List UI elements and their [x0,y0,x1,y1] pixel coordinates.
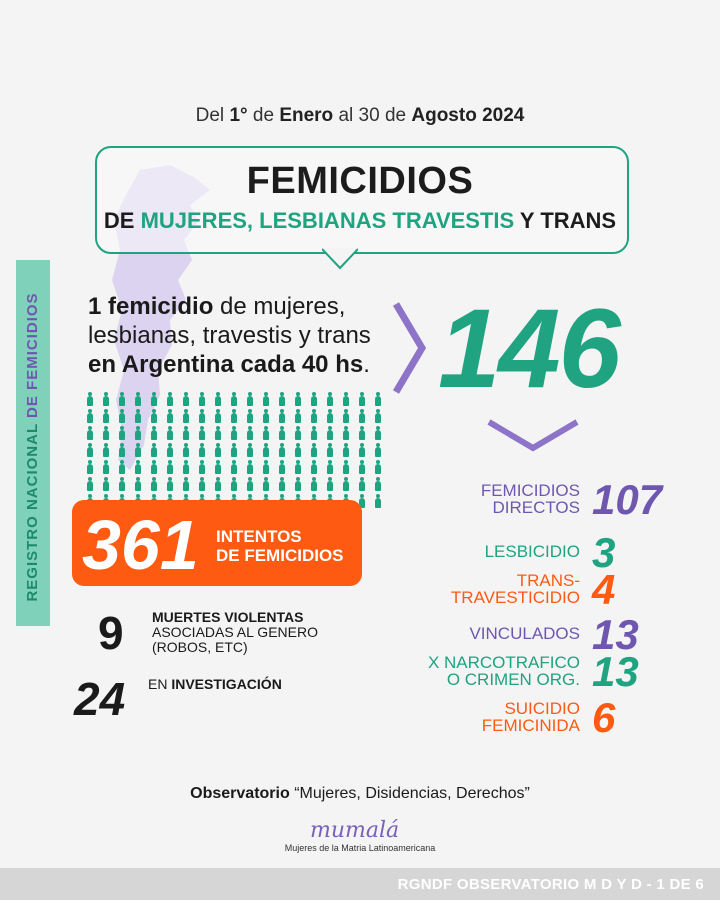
person-icon [278,443,286,457]
person-icon [198,426,206,440]
person-icon [342,409,350,423]
person-icon [150,443,158,457]
person-icon [102,460,110,474]
person-icon [150,409,158,423]
callout-pointer-icon [322,248,358,270]
person-icon [134,443,142,457]
date-text: Agosto 2024 [411,105,525,126]
person-icon [326,477,334,491]
person-icon [118,477,126,491]
person-icon [374,409,382,423]
person-icon [118,443,126,457]
person-icon [230,477,238,491]
person-icon [358,392,366,406]
breakdown-value: 6 [592,694,616,741]
muertes-number: 9 [98,607,124,659]
investigacion-label [148,676,282,692]
person-icon [198,392,206,406]
person-icon [166,477,174,491]
person-icon [246,443,254,457]
breakdown-label-line: SUICIDIO [504,699,580,718]
person-icon [230,460,238,474]
person-icon [230,409,238,423]
muertes-label-line: MUERTES VIOLENTAS [152,609,304,625]
person-icon [86,426,94,440]
person-icon [198,477,206,491]
person-icon [150,426,158,440]
person-icon [166,426,174,440]
observatorio-credit [0,785,720,803]
person-icon [374,443,382,457]
person-icon [358,477,366,491]
person-icon [310,477,318,491]
person-icon [310,443,318,457]
breakdown-label [482,700,580,734]
person-icon [102,409,110,423]
person-icon [358,426,366,440]
person-icon [326,460,334,474]
person-icon [182,409,190,423]
date-text: al [333,105,359,126]
person-icon [150,460,158,474]
muertes-label-line: ASOCIADAS AL GENERO [152,624,318,640]
person-icon [86,392,94,406]
investigacion-prefix: EN [148,676,172,692]
person-icon [102,426,110,440]
person-icon [262,409,270,423]
person-icon [374,426,382,440]
breakdown-label-line: TRAVESTICIDIO [450,588,580,607]
breakdown-label [428,654,580,688]
person-icon [166,443,174,457]
intentos-number: 361 [82,506,199,584]
person-icon [198,409,206,423]
person-icon [278,477,286,491]
person-icon [342,460,350,474]
breakdown-label-line: DIRECTOS [492,498,580,517]
breakdown-value: 107 [592,476,663,523]
subtitle-prefix: DE [103,208,141,233]
person-icon [310,426,318,440]
person-icon [198,443,206,457]
breakdown-value: 13 [592,648,639,695]
person-icon [246,426,254,440]
person-icon [150,477,158,491]
date-text: de [247,105,280,126]
breakdown-value: 4 [592,566,616,613]
intro-text-part: . [363,351,370,378]
person-icon [182,392,190,406]
person-icon [358,443,366,457]
person-icon [134,409,142,423]
date-text: Enero [279,105,334,126]
person-icon [102,477,110,491]
person-icon [118,426,126,440]
person-icon [342,392,350,406]
intentos-label-line: DE FEMICIDIOS [216,546,344,565]
person-icon [262,460,270,474]
footer-text: RGNDF OBSERVATORIO M D Y D - 1 DE 6 [397,876,704,893]
date-text: 1° [229,105,248,126]
person-icon [326,392,334,406]
breakdown-value: 13 [592,611,639,658]
person-icon [150,392,158,406]
breakdown-label-line: O CRIMEN ORG. [446,670,580,689]
person-icon [342,426,350,440]
date-text: Del [195,105,230,126]
person-icon [214,409,222,423]
person-icon [214,426,222,440]
person-icon [374,460,382,474]
person-icon [86,443,94,457]
page-title: FEMICIDIOS [246,160,474,202]
person-icon [294,426,302,440]
person-icon [374,392,382,406]
logo-subtitle: Mujeres de la Matria Latinoamericana [284,843,436,853]
investigacion-text: INVESTIGACIÓN [171,676,282,692]
breakdown-value: 3 [592,529,616,576]
person-icon [358,409,366,423]
person-icon [214,443,222,457]
page-subtitle [95,208,625,234]
intro-text [88,292,408,379]
breakdown-label-line: FEMICINIDA [481,716,580,735]
person-icon [134,460,142,474]
person-icon [294,460,302,474]
breakdown-label-line: TRANS- [516,571,580,590]
person-icon [134,426,142,440]
person-icon [342,477,350,491]
date-range [0,105,720,127]
person-icon [166,392,174,406]
chevron-right-icon [392,300,428,396]
person-icon [358,460,366,474]
person-icon [86,477,94,491]
person-icon [214,460,222,474]
person-icon [278,409,286,423]
person-icon [246,460,254,474]
person-icon [262,443,270,457]
person-icon [230,443,238,457]
person-icon [166,409,174,423]
person-icon [118,392,126,406]
person-icon [102,443,110,457]
person-icon [134,477,142,491]
breakdown-label-line: LESBICIDIO [484,542,580,561]
investigacion-number: 24 [74,673,126,725]
subtitle-highlight: MUJERES, LESBIANAS TRAVESTIS [140,208,515,233]
observatorio-text: “Mujeres, Disidencias, Derechos” [289,785,530,802]
intro-bold: 1 femicidio [88,293,214,320]
person-icon [262,426,270,440]
side-tab-label-b: DE FEMICIDIOS [24,292,41,424]
person-icon [342,443,350,457]
person-icon [86,460,94,474]
side-tab-label [16,264,50,630]
date-text: de [379,105,412,126]
person-icon [294,409,302,423]
muertes-label-line: (ROBOS, ETC) [152,639,248,655]
breakdown-label [481,482,580,516]
person-icon [326,426,334,440]
total-femicidios: 146 [438,286,619,411]
person-icon [214,392,222,406]
person-icon [294,477,302,491]
breakdown-label-line: X NARCOTRAFICO [427,653,580,672]
person-icon [374,494,382,508]
mumala-logo: mumalá [310,818,400,843]
intentos-label-line: INTENTOS [216,527,302,546]
person-icon [102,392,110,406]
date-text: 30 [358,105,380,126]
person-icon [246,477,254,491]
breakdown-label-line: VINCULADOS [469,624,580,643]
person-icon [86,409,94,423]
person-icon [230,426,238,440]
chevron-down-icon [485,418,581,452]
person-icon [294,443,302,457]
person-icon [374,477,382,491]
breakdown-label [469,625,580,642]
observatorio-bold: Observatorio [190,785,290,802]
person-icon [166,460,174,474]
person-icon [326,409,334,423]
intro-text-part: de mujeres, lesbianas, travestis y trans [88,293,371,349]
side-tab-label-a: REGISTRO NACIONAL [24,423,41,602]
person-icon [214,477,222,491]
person-icon [182,460,190,474]
subtitle-suffix: Y TRANS [514,208,617,233]
person-icon [278,392,286,406]
intentos-label [216,527,344,565]
person-icon [246,409,254,423]
person-icon [230,392,238,406]
intro-bold: en Argentina cada 40 hs [88,351,364,378]
person-icon [310,392,318,406]
person-icon [262,392,270,406]
person-icon [134,392,142,406]
person-icon [326,443,334,457]
person-icon [294,392,302,406]
breakdown-label [451,572,580,606]
person-icon [182,477,190,491]
person-icon [310,409,318,423]
breakdown-label-line: FEMICIDIOS [480,481,580,500]
person-icon [278,460,286,474]
person-icon [182,426,190,440]
person-icon [246,392,254,406]
person-icon [198,460,206,474]
person-icon [310,460,318,474]
person-icon [262,477,270,491]
muertes-label [152,610,318,655]
breakdown-label [485,543,580,560]
person-icon [182,443,190,457]
person-icon [118,460,126,474]
person-icon [118,409,126,423]
person-icon [278,426,286,440]
